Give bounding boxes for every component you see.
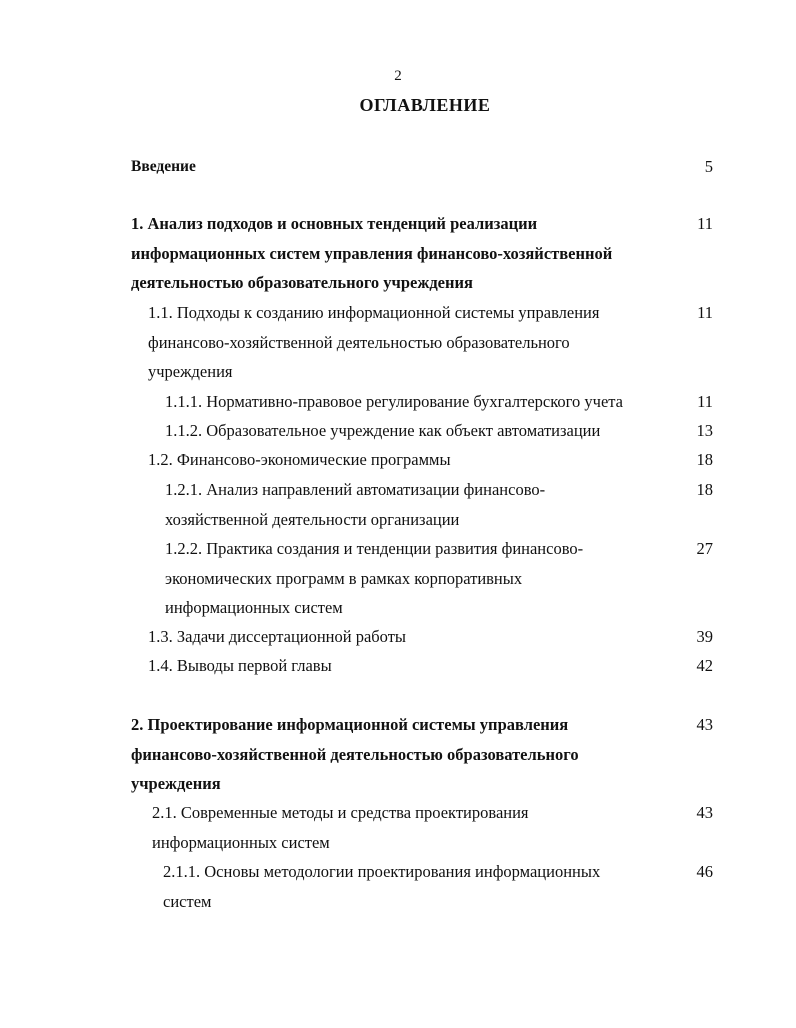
toc-entry-text: экономических программ в рамках корпоративных: [165, 569, 523, 588]
toc-entry-page: 5: [704, 157, 713, 176]
toc-entry-page: 11: [697, 303, 713, 322]
toc-entry-text: 1.1.1. Нормативно-правовое регулирование бухгалтерского учета: [165, 392, 624, 411]
toc-entry-text: 1.2. Финансово-экономические программы: [148, 450, 451, 469]
toc-entry-text: финансово-хозяйственной деятельностью образовательного: [131, 745, 579, 764]
toc-entry-text: 1. Анализ подходов и основных тенденций реализации: [131, 214, 538, 233]
toc-entry-page: 11: [697, 214, 713, 233]
toc-entry-text: учреждения: [148, 362, 233, 381]
toc-entry-page: 46: [696, 862, 713, 881]
toc-entry-page: 13: [696, 421, 713, 440]
toc-entry-text: 1.2.2. Практика создания и тенденции развития финансово-: [165, 539, 584, 558]
toc-entry-text: 2.1. Современные методы и средства проектирования: [152, 803, 529, 822]
toc-entry-page: 18: [696, 480, 713, 499]
toc-entry-page: 43: [696, 715, 713, 734]
toc-entry-text: 2.1.1. Основы методологии проектирования информационных: [163, 862, 601, 881]
toc-entry-text: 2. Проектирование информационной системы управления: [131, 715, 569, 734]
toc-entry-text: 1.2.1. Анализ направлений автоматизации финансово-: [165, 480, 546, 499]
toc-entry-text: информационных систем управления финансово-хозяйственной: [131, 244, 613, 263]
toc-entry-text: информационных систем: [165, 598, 343, 617]
toc-entry-text: 1.1.2. Образовательное учреждение как объект автоматизации: [165, 421, 601, 440]
toc-entry-page: 18: [696, 450, 713, 469]
toc-entry-page: 11: [697, 392, 713, 411]
toc-entry-text: информационных систем: [152, 833, 330, 852]
toc-entry-page: 43: [696, 803, 713, 822]
toc-entry-page: 39: [696, 627, 713, 646]
toc-entry-text: финансово-хозяйственной деятельностью образовательного: [148, 333, 570, 352]
page-number: 2: [394, 68, 402, 84]
toc-entry-text: хозяйственной деятельности организации: [165, 510, 460, 529]
toc-entry-text: систем: [163, 892, 212, 911]
toc-entry-text: 1.3. Задачи диссертационной работы: [148, 627, 407, 646]
toc-entry-text: 1.1. Подходы к созданию информационной системы управления: [148, 303, 600, 322]
toc-entry-text: учреждения: [131, 774, 221, 793]
toc-entry-text: деятельностью образовательного учреждения: [131, 273, 473, 292]
toc-entry-page: 42: [696, 656, 713, 675]
toc-entry-page: 27: [696, 539, 713, 558]
toc-entry-text: 1.4. Выводы первой главы: [148, 656, 332, 675]
page-title: ОГЛАВЛЕНИЕ: [359, 95, 491, 115]
toc-entry-text: Введение: [131, 158, 196, 175]
